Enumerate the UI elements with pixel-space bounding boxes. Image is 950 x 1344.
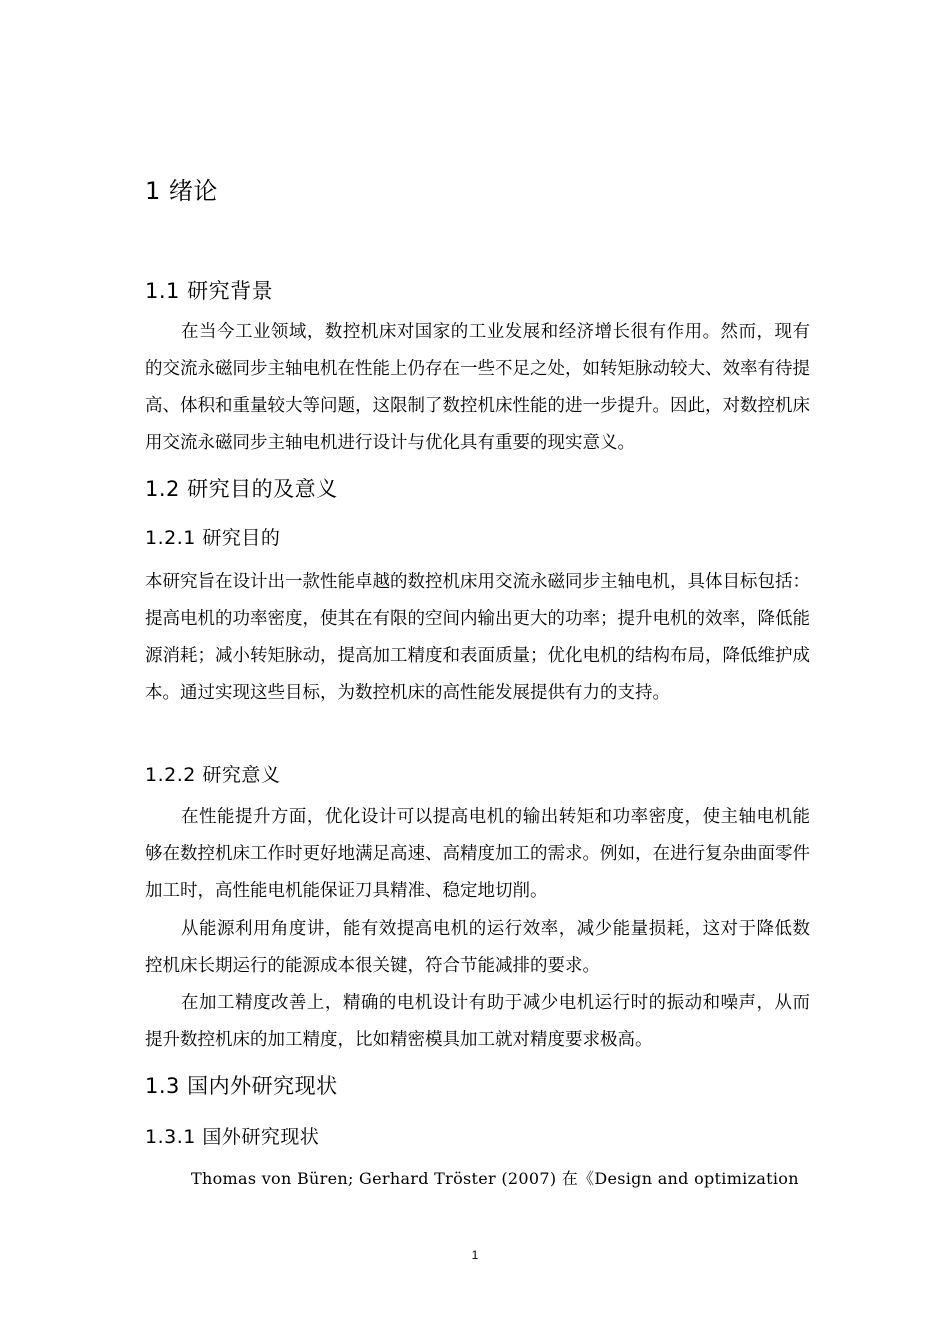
- section-heading-1-2: 1.2 研究目的及意义: [145, 477, 338, 501]
- paragraph-significance-energy: 从能源利用角度讲，能有效提高电机的运行效率，减少能量损耗，这对于降低数控机床长期运行的能源成本很关键，符合节能减排的要求。: [145, 919, 810, 976]
- subsection-heading-1-3-1: 1.3.1 国外研究现状: [145, 1126, 320, 1148]
- chapter-title: 1 绪论: [145, 177, 218, 205]
- paragraph-foreign-research: Thomas von Büren; Gerhard Tröster (2007) 在《Design and optimization: [191, 1169, 799, 1188]
- section-heading-1-1: 1.1 研究背景: [145, 279, 274, 303]
- subsection-heading-1-2-1: 1.2.1 研究目的: [145, 527, 281, 549]
- paragraph-significance-precision: 在加工精度改善上，精确的电机设计有助于减少电机运行时的振动和噪声，从而提升数控机床的加工精度，比如精密模具加工就对精度要求极高。: [145, 993, 810, 1050]
- paragraph-research-purpose: 本研究旨在设计出一款性能卓越的数控机床用交流永磁同步主轴电机，具体目标包括：提高电机的功率密度，使其在有限的空间内输出更大的功率；提升电机的效率，降低能源消耗；减小转矩脉动，提高加工精度和表面质量；优化电机的结构布局，降低维护成本。通过实现这些目标，为数控机床的高性能发展提供有力的支持。: [145, 572, 810, 703]
- paragraph-research-background: 在当今工业领域，数控机床对国家的工业发展和经济增长很有作用。然而，现有的交流永磁同步主轴电机在性能上仍存在一些不足之处，如转矩脉动较大、效率有待提高、体积和重量较大等问题，这限制了数控机床性能的进一步提升。因此，对数控机床用交流永磁同步主轴电机进行设计与优化具有重要的现实意义。: [145, 322, 810, 453]
- subsection-heading-1-2-2: 1.2.2 研究意义: [145, 764, 281, 786]
- page-number: 1: [471, 1248, 479, 1262]
- paragraph-significance-performance: 在性能提升方面，优化设计可以提高电机的输出转矩和功率密度，使主轴电机能够在数控机床工作时更好地满足高速、高精度加工的需求。例如，在进行复杂曲面零件加工时，高性能电机能保证刀具精准、稳定地切削。: [145, 807, 810, 901]
- section-heading-1-3: 1.3 国内外研究现状: [145, 1074, 338, 1098]
